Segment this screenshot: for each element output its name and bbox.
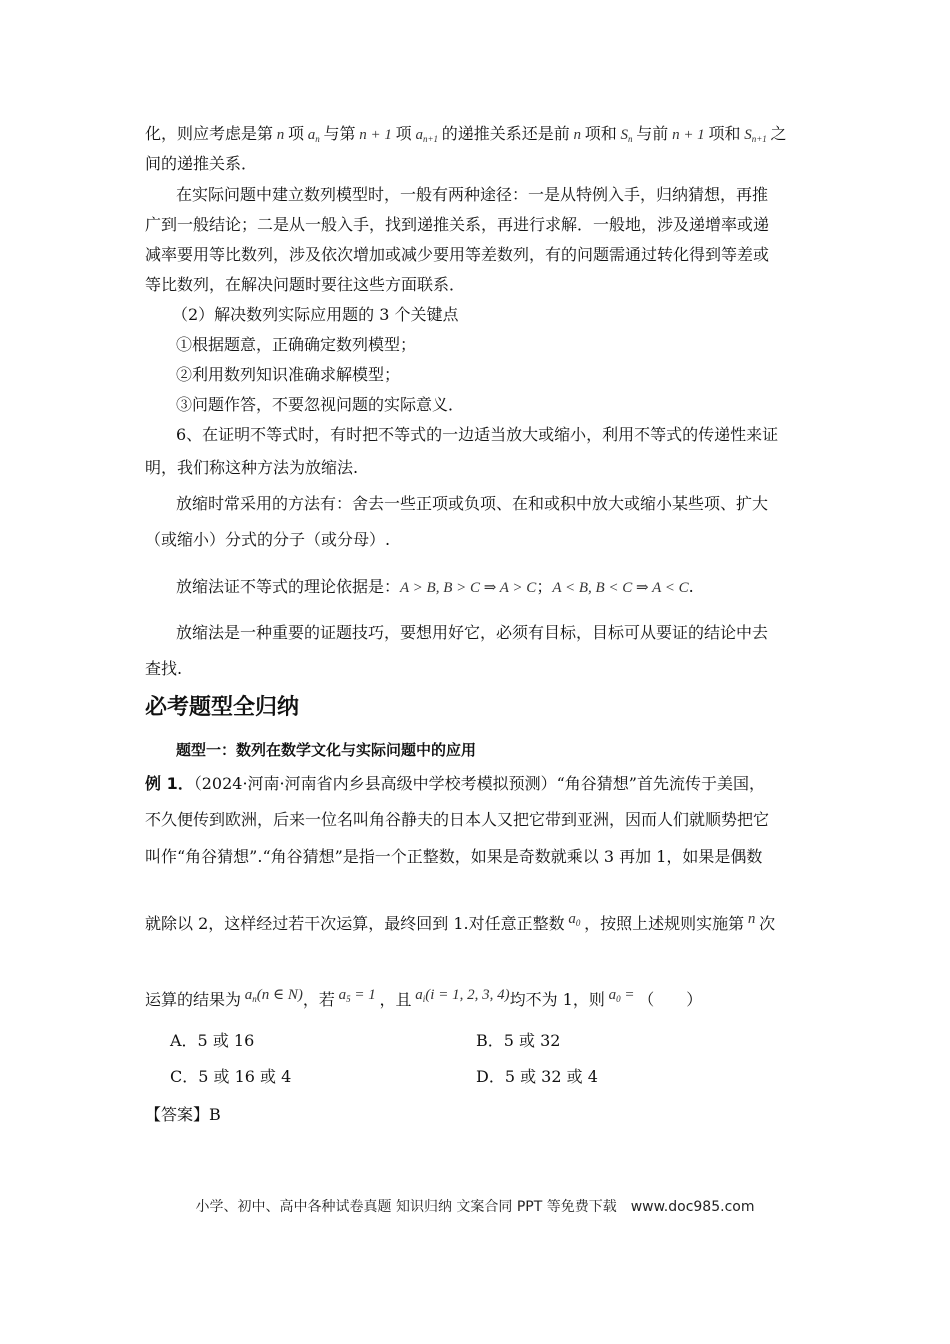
option-a[interactable]: A．5 或 16 bbox=[170, 1031, 255, 1050]
math-a-n1: $a_{n+1}$ bbox=[411, 127, 439, 144]
math-n: n bbox=[273, 127, 289, 143]
basis-line: 放缩法证不等式的理论依据是：A > B, B > C ⇒ A > C；A < B, B < C ⇒ A < C. bbox=[176, 577, 694, 596]
math-n: n bbox=[569, 127, 585, 143]
example-line-2: 不久便传到欧洲，后来一位名叫角谷静夫的日本人又把它带到亚洲，因而人们就顺势把它 bbox=[145, 810, 770, 829]
intro-line-1: 化，则应考虑是第 n 项 $a_n$ 与第 n + 1 项 $a_{n+1}$ 的递推关系还是前 n 项和 $S_n$ 与前 n + 1 项和 $S_{n+1}$ 之 bbox=[145, 124, 787, 144]
example-line-4: 就除以 2，这样经过若干次运算，最终回到 1.对任意正整数 $a_0$ ，按照上述规则实施第 n 次 bbox=[145, 911, 776, 933]
basis-formula-1: A > B, B > C ⇒ A > C bbox=[400, 580, 537, 596]
answer-line: 【答案】B bbox=[145, 1105, 221, 1124]
example-line-1: 例 1．（2024·河南·河南省内乡县高级中学校考模拟预测）“角谷猜想”首先流传于美国， bbox=[145, 774, 765, 793]
math-n-plus-1: n + 1 bbox=[355, 127, 392, 143]
math-a-n: $a_n$ bbox=[304, 127, 320, 144]
methods-line-2: （或缩小）分式的分子（或分母）. bbox=[145, 530, 391, 549]
key-point-3: ③问题作答，不要忽视问题的实际意义． bbox=[176, 395, 465, 414]
key-points-title: （2）解决数列实际应用题的 3 个关键点 bbox=[172, 305, 459, 324]
model-line-2: 广到一般结论；二是从一般入手，找到递推关系，再进行求解．一般地，涉及递增率或递 bbox=[145, 215, 770, 234]
scaling-line-2: 明，我们称这种方法为放缩法. bbox=[145, 458, 359, 477]
tip-line-2: 查找. bbox=[145, 659, 183, 678]
math-a0: $a_0$ bbox=[564, 911, 581, 928]
option-b[interactable]: B．5 或 32 bbox=[476, 1031, 561, 1050]
math-a5-eq-1: $a_5 = 1$ bbox=[334, 987, 376, 1004]
math-a-n-cond: $a_n(n$ ∈ N) bbox=[241, 987, 303, 1004]
math-n: n bbox=[744, 911, 760, 927]
example-line-5: 运算的结果为 $a_n(n$ ∈ N)，若 $a_5 = 1$ ，且 $a_i(i = 1$, 2, 3, 4)均不为 1，则 $a_0$ = （ ） bbox=[145, 987, 703, 1009]
tip-line-1: 放缩法是一种重要的证题技巧，要想用好它，必须有目标，目标可从要证的结论中去 bbox=[176, 623, 769, 642]
section-heading: 必考题型全归纳 bbox=[145, 695, 300, 720]
math-n-plus-1: n + 1 bbox=[668, 127, 705, 143]
model-line-4: 等比数列，在解决问题时要往这些方面联系． bbox=[145, 275, 466, 294]
scaling-line-1: 6、在证明不等式时，有时把不等式的一边适当放大或缩小，利用不等式的传递性来证 bbox=[176, 425, 779, 444]
model-line-3: 减率要用等比数列，涉及依次增加或减少要用等差数列，有的问题需通过转化得到等差或 bbox=[145, 245, 770, 264]
math-S-n: $S_n$ bbox=[616, 127, 633, 144]
methods-line-1: 放缩时常采用的方法有：舍去一些正项或负项、在和或积中放大或缩小某些项、扩大 bbox=[176, 494, 769, 513]
option-c[interactable]: C．5 或 16 或 4 bbox=[170, 1067, 292, 1086]
key-point-2: ②利用数列知识准确求解模型； bbox=[176, 365, 401, 384]
example-label: 例 1． bbox=[145, 774, 194, 793]
math-a0-eq: $a_0$ = bbox=[604, 987, 635, 1004]
intro-line-2: 间的递推关系． bbox=[145, 154, 258, 173]
footer-link[interactable]: 小学、初中、高中各种试卷真题 知识归纳 文案合同 PPT 等免费下载 www.doc985.com bbox=[195, 1199, 755, 1215]
math-ai-cond: $a_i(i = 1$, 2, 3, 4) bbox=[411, 987, 510, 1004]
key-point-1: ①根据题意，正确确定数列模型； bbox=[176, 335, 417, 354]
example-line-3: 叫作“角谷猜想”.“角谷猜想”是指一个正整数，如果是奇数就乘以 3 再加 1，如果是偶数 bbox=[145, 847, 763, 866]
type1-title: 题型一：数列在数学文化与实际问题中的应用 bbox=[176, 741, 477, 759]
option-d[interactable]: D．5 或 32 或 4 bbox=[476, 1067, 598, 1086]
basis-formula-2: A < B, B < C ⇒ A < C bbox=[552, 580, 689, 596]
math-S-n1: $S_{n+1}$ bbox=[740, 127, 767, 144]
model-line-1: 在实际问题中建立数列模型时，一般有两种途径：一是从特例入手，归纳猜想，再推 bbox=[176, 185, 769, 204]
